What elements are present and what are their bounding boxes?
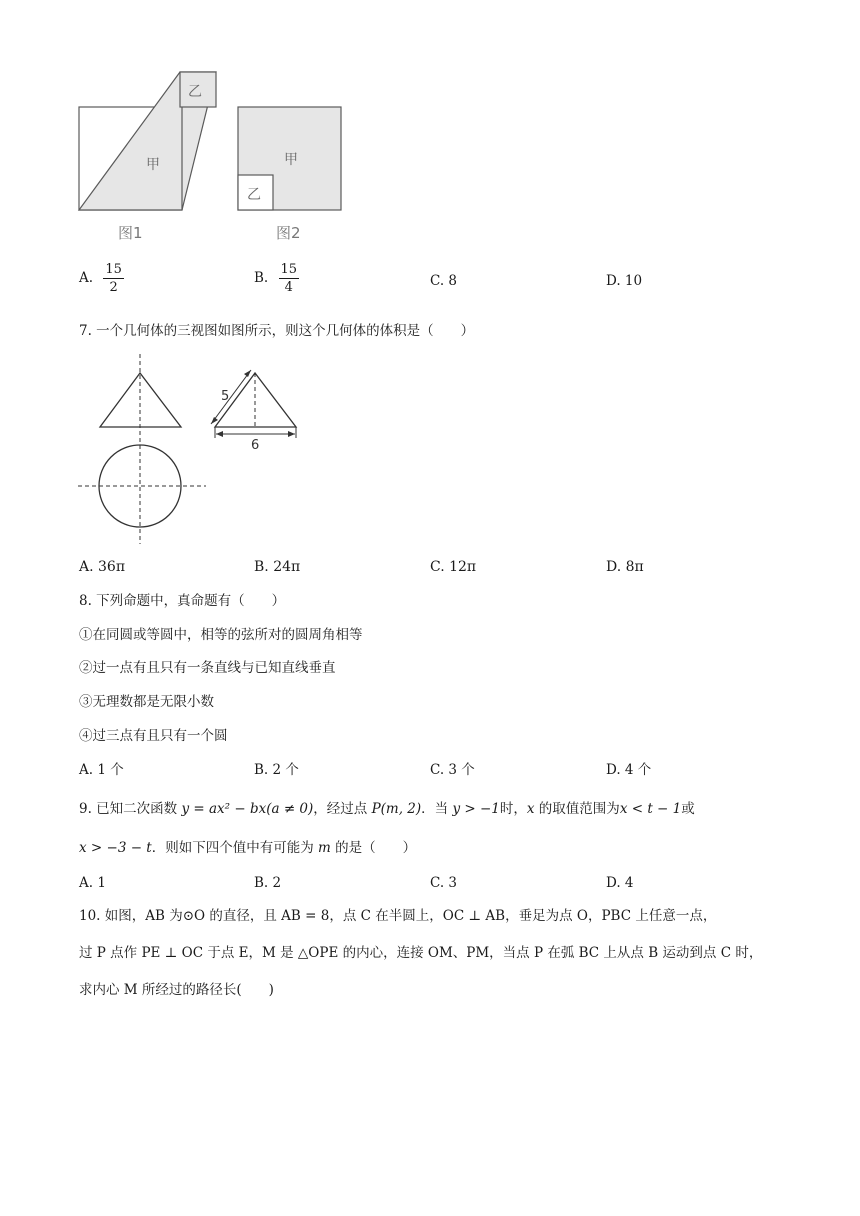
q10-stem-line2: 过 P 点作 PE ⊥ OC 于点 E，M 是 △OPE 的内心，连接 OM、PM，当点 P 在弧 BC 上从点 B 运动到点 C 时， — [79, 945, 763, 961]
q6-option-a-fraction: $\frac{15}{2}$ — [105, 262, 122, 295]
fig2-label-jia: 甲 — [284, 152, 298, 168]
q9-range-2: x > −3 − t — [79, 840, 152, 856]
q8-option-d[interactable]: D. 4 个 — [606, 762, 652, 778]
q6-option-a[interactable]: A. $\frac{15}{2}$ — [79, 262, 122, 295]
q9-option-c[interactable]: C. 3 — [430, 875, 458, 891]
q9-point: P(m, 2) — [371, 801, 422, 817]
fig2 — [238, 107, 341, 242]
q9-option-b[interactable]: B. 2 — [254, 875, 282, 891]
q7-option-a[interactable]: A. 36π — [79, 559, 126, 575]
q8-statement-1: ①在同圆或等圆中，相等的弦所对的圆周角相等 — [79, 627, 363, 643]
q9-option-d[interactable]: D. 4 — [606, 875, 634, 891]
fig2-caption: 图2 — [276, 224, 301, 242]
fig1-label-yi: 乙 — [188, 84, 202, 100]
q8-option-b[interactable]: B. 2 个 — [254, 762, 299, 778]
q7-stem: 7. 一个几何体的三视图如图所示，则这个几何体的体积是（ ） — [79, 323, 475, 339]
q8-option-c[interactable]: C. 3 个 — [430, 762, 475, 778]
arrow-head-bottom — [211, 417, 218, 424]
q9-stem-line2: x > −3 − t．则如下四个值中有可能为 m 的是（ ） — [79, 840, 417, 856]
fig1-caption: 图1 — [118, 224, 143, 242]
q8-statement-3: ③无理数都是无限小数 — [79, 694, 214, 710]
q7-option-b[interactable]: B. 24π — [254, 559, 301, 575]
q8-statement-4: ④过三点有且只有一个圆 — [79, 728, 228, 744]
q9-range-1: x < t − 1 — [619, 801, 682, 817]
q9-condition: y > −1 — [452, 801, 500, 817]
fig1 — [79, 72, 216, 242]
arrow-head-top — [244, 370, 251, 377]
q6-option-b[interactable]: B. $\frac{15}{4}$ — [254, 262, 298, 295]
q6-option-d[interactable]: D. 10 — [606, 273, 643, 289]
fig1-label-jia: 甲 — [146, 157, 160, 173]
q6-option-b-fraction: $\frac{15}{4}$ — [280, 262, 298, 295]
q7-option-c[interactable]: C. 12π — [430, 559, 477, 575]
q9-option-a[interactable]: A. 1 — [79, 875, 106, 891]
fig2-label-yi: 乙 — [247, 187, 261, 203]
q8-stem: 8. 下列命题中，真命题有（ ） — [79, 593, 286, 609]
dim-base-label: 6 — [251, 438, 260, 453]
top-view-circle — [99, 445, 181, 527]
q10-stem-line3: 求内心 M 所经过的路径长( ) — [79, 982, 274, 998]
q7-three-view-figure — [70, 350, 320, 550]
q9-stem-line1: 9. 已知二次函数 y = ax² − bx(a ≠ 0)，经过点 P(m, 2)．当 y > −1时，x 的取值范围为x < t − 1或 — [79, 801, 695, 817]
q10-stem-line1: 10. 如图，AB 为⊙O 的直径，且 AB = 8，点 C 在半圆上，OC ⊥ AB，垂足为点 O，PBC 上任意一点， — [79, 908, 717, 924]
q9-equation: y = ax² − bx(a ≠ 0) — [181, 801, 314, 817]
q6-figure — [60, 60, 360, 250]
q6-option-c[interactable]: C. 8 — [430, 273, 458, 289]
dim-slant-label: 5 — [221, 389, 230, 404]
q8-statement-2: ②过一点有且只有一条直线与已知直线垂直 — [79, 660, 336, 676]
q8-option-a[interactable]: A. 1 个 — [79, 762, 124, 778]
q7-option-d[interactable]: D. 8π — [606, 559, 644, 575]
